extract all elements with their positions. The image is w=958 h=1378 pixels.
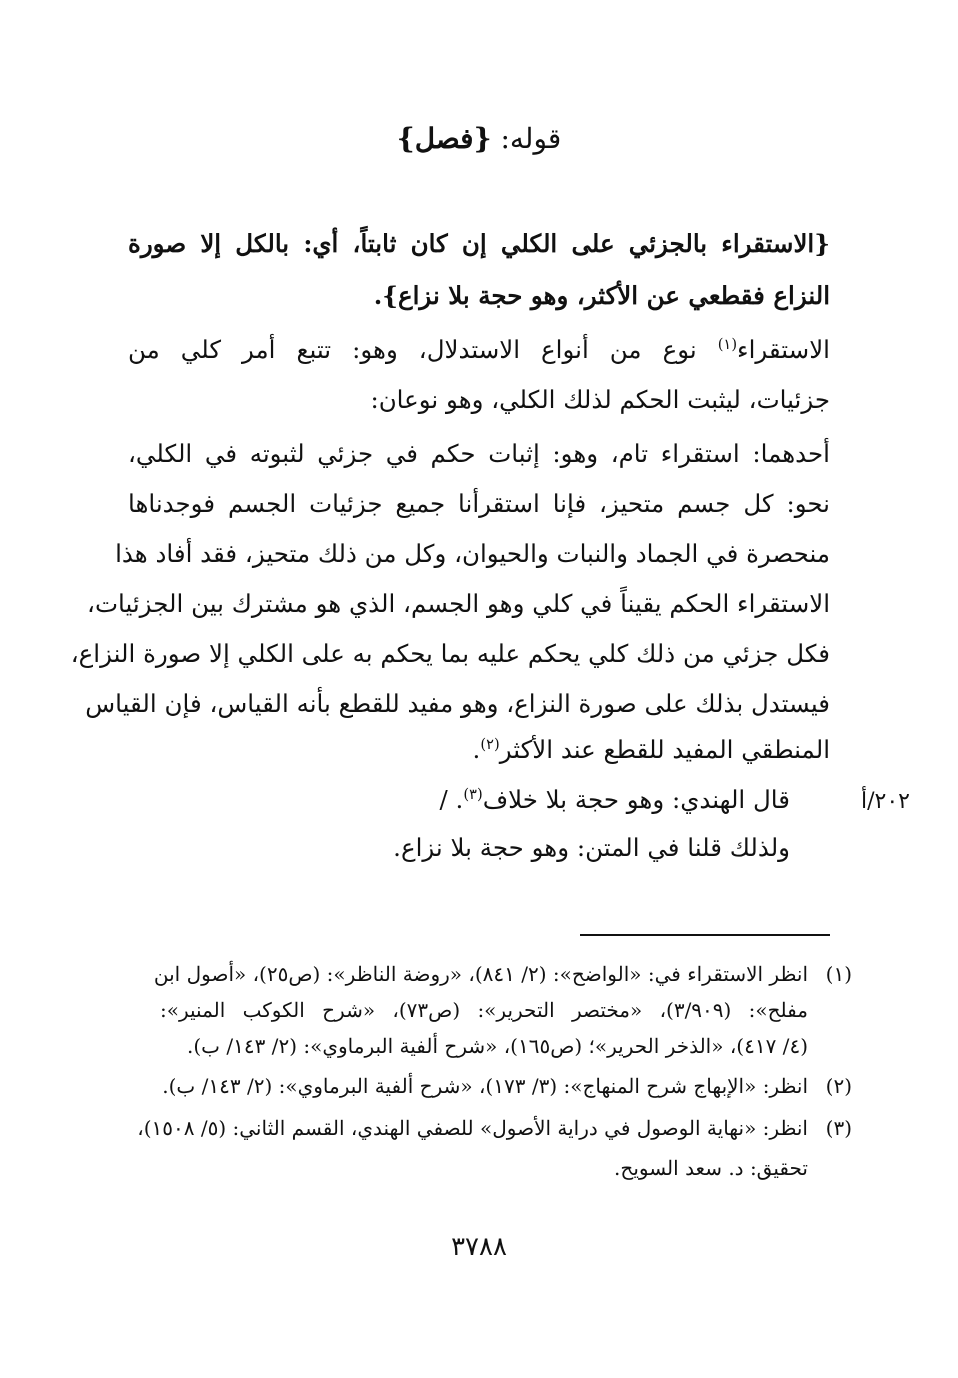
footnote-line: (٤/ ٤١٧)، «الذخر الحرير»؛ (ص١٦٥)، «شرح ألفية البرماوي»: (٢/ ١٤٣/ ب). [187,1034,808,1058]
footnote-line: تحقيق: د. سعد السويح. [614,1156,808,1180]
footnote-line: انظر الاستقراء في: «الواضح»: (٢/ ٨٤١)، «روضة الناظر»: (ص٢٥)، «أصول ابن [153,962,808,986]
footnote-1 [153,956,852,992]
footnote-line: مفلح»: (٣/٩٠٩)، «مختصر التحرير»: (ص٧٣)، «شرح الكوكب المنير»: [160,998,809,1022]
body-line: النزاع فقطعي عن الأكثر، وهو حجة بلا نزاع}. [373,281,830,310]
footnote-marker: (٢) [480,735,500,753]
footnote-number: (١) [825,962,852,986]
manuscript-folio-ref: ٢٠٢/أ [861,789,910,814]
body-line: أحدهما: استقراء تام، وهو: إثبات حكم في جزئي لثبوته في الكلي، [128,439,830,468]
body-line: منحصرة في الجماد والنبات والحيوان، وكل من ذلك متحيز، فقد أفاد هذا [115,539,830,568]
body-line: الاستقراء الحكم يقيناً في كلي وهو الجسم، الذي هو مشترك بين الجزئيات، [87,589,830,618]
footnote-3 [137,1110,852,1146]
body-line: نحو: كل جسم متحيز، فإنا استقرأنا جميع جزئيات الجسم فوجدناها [128,489,830,518]
footnote-number: (٣) [825,1116,852,1140]
heading-title: {فصل} [396,122,492,155]
section-heading [0,122,958,155]
footnote-2 [160,1068,852,1104]
footnote-3-cont [160,1150,848,1186]
heading-prefix: قوله: [491,122,562,155]
body-line: فكل جزئي من ذلك كلي يحكم عليه بما يحكم به على الكلي إلا صورة النزاع، [70,639,830,668]
body-line: فيستدل بذلك على صورة النزاع، وهو مفيد للقطع بأنه القياس، فإن القياس [85,689,830,718]
footnote-1-cont [160,1028,848,1064]
body-line: {الاستقراء بالجزئي على الكلي إن كان ثابتاً، أي: بالكل إلا صورة [128,229,830,258]
body-line: الاستقراء$^{(١)}$ نوع من أنواع الاستدلال، وهو: تتبع أمر كلي من [128,335,830,364]
footnote-number: (٢) [825,1074,852,1098]
footnote-line: انظر: «الإبهاج شرح المنهاج»: (٣/ ١٧٣)، «شرح ألفية البرماوي»: (٢/ ١٤٣/ ب). [162,1074,808,1098]
footnote-1-cont [160,992,848,1028]
footnote-line: انظر: «نهاية الوصول في دراية الأصول» للصفي الهندي، القسم الثاني: (٥/ ١٥٠٨)، [137,1116,808,1140]
body-line: ولذلك قلنا في المتن: وهو حجة بلا نزاع. [393,833,790,862]
body-line: المنطقي المفيد للقطع عند الأكثر$^{(٢)}$. [472,735,830,764]
footnote-marker: (٣) [463,785,483,803]
page-number: ٣٧٨٨ [451,1232,507,1262]
body-line: قال الهندي: وهو حجة بلا خلاف$^{(٣)}$. / [439,785,790,814]
body-line: جزئيات، ليثبت الحكم لذلك الكلي، وهو نوعان: [370,385,830,414]
footnote-separator [580,934,830,936]
footnote-marker: (١) [717,335,738,353]
